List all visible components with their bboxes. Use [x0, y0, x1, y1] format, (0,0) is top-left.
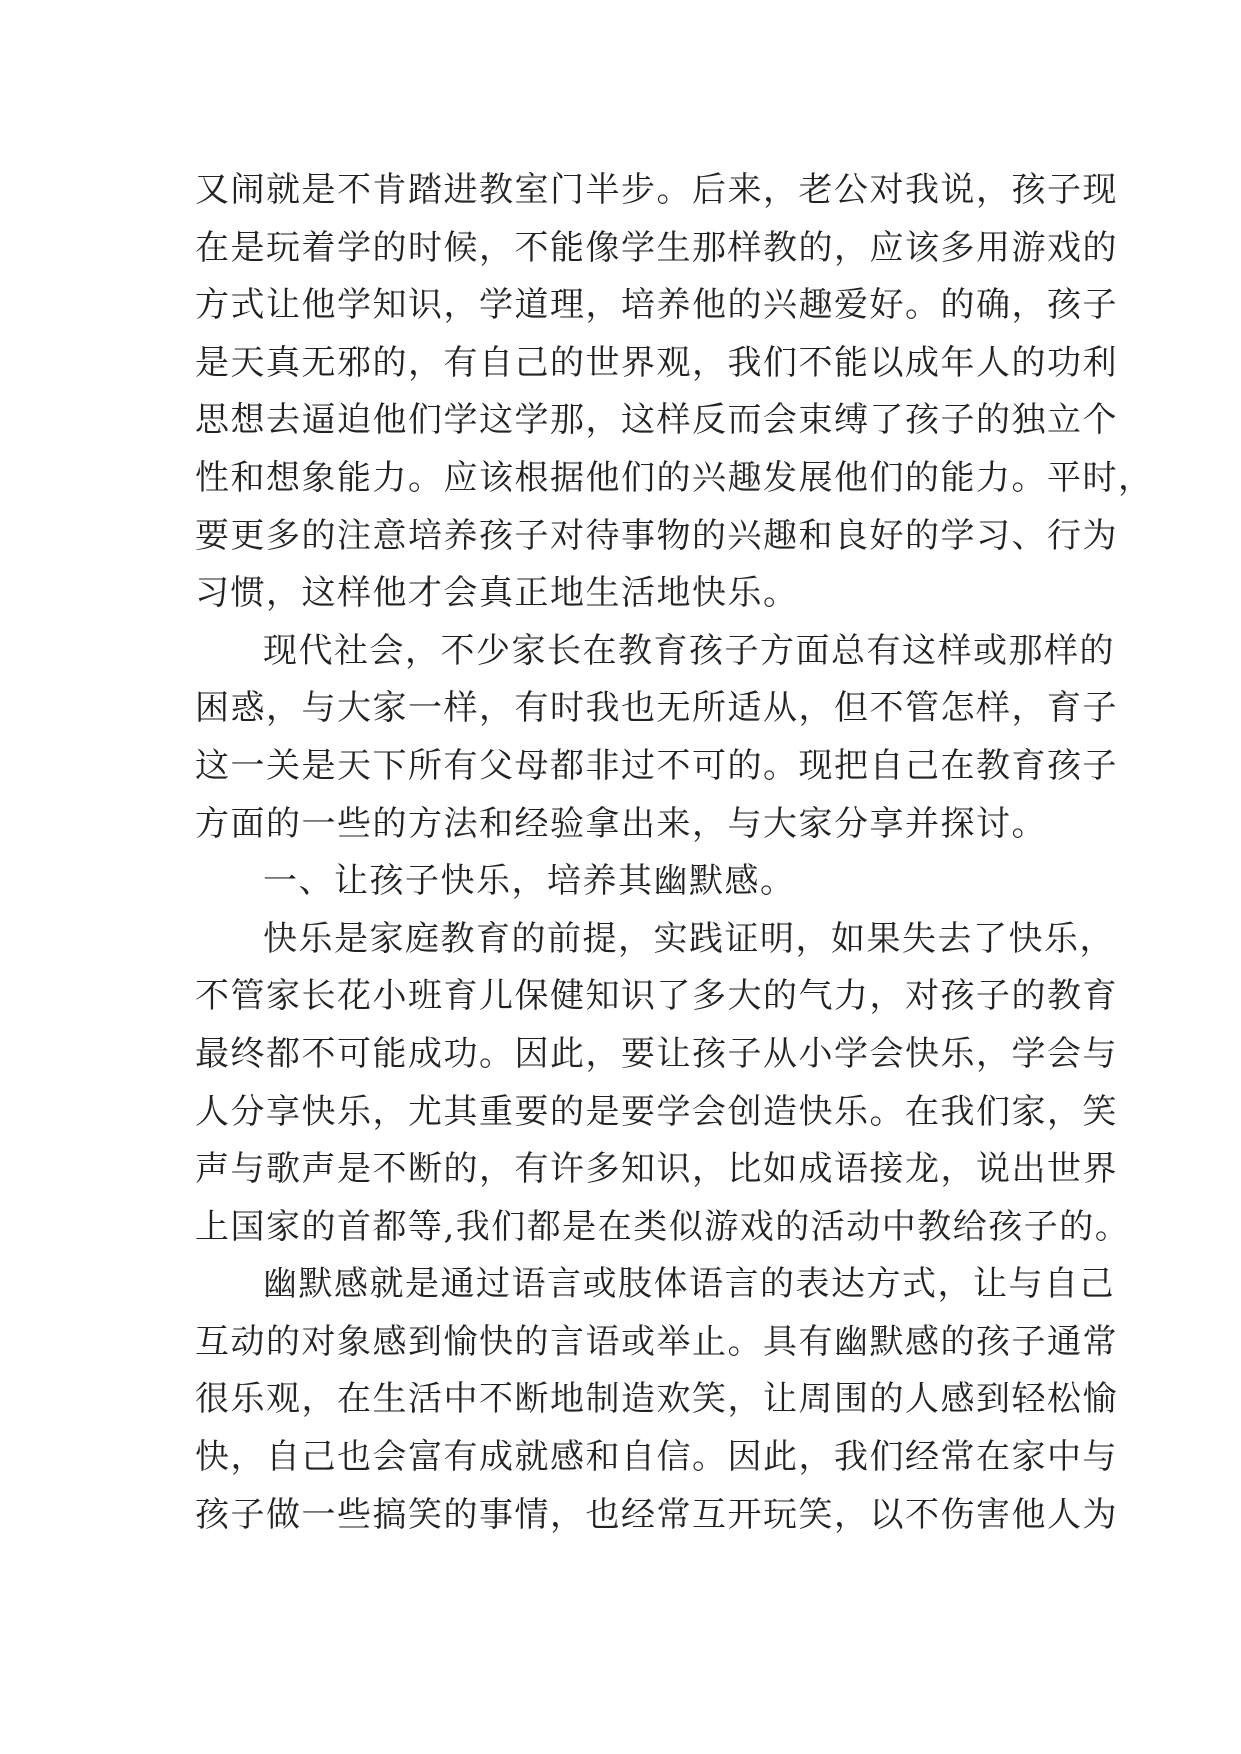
text-line: 很乐观，在生活中不断地制造欢笑，让周围的人感到轻松愉	[195, 1379, 1118, 1420]
text-line: 最终都不可能成功。因此，要让孩子从小学会快乐，学会与	[195, 1033, 1118, 1074]
text-line: 孩子做一些搞笑的事情，也经常互开玩笑，以不伤害他人为	[195, 1494, 1118, 1535]
text-line: 方式让他学知识，学道理，培养他的兴趣爱好。的确，孩子	[195, 285, 1118, 326]
text-line: 在是玩着学的时候，不能像学生那样教的，应该多用游戏的	[195, 227, 1118, 268]
section-heading: 一、让孩子快乐，培养其幽默感。	[263, 861, 796, 902]
text-line: 不管家长花小班育儿保健知识了多大的气力，对孩子的教育	[195, 976, 1118, 1017]
text-line: 又闹就是不肯踏进教室门半步。后来，老公对我说，孩子现	[195, 170, 1118, 210]
text-line: 互动的对象感到愉快的言语或举止。具有幽默感的孩子通常	[195, 1321, 1118, 1362]
text-line: 习惯，这样他才会真正地生活地快乐。	[195, 573, 799, 614]
text-line: 思想去逼迫他们学这学那，这样反而会束缚了孩子的独立个	[195, 400, 1118, 441]
text-line: 困惑，与大家一样，有时我也无所适从，但不管怎样，育子	[195, 688, 1118, 729]
paragraph-start-line: 快乐是家庭教育的前提，实践证明，如果失去了快乐，	[263, 918, 1115, 959]
text-line: 性和想象能力。应该根据他们的兴趣发展他们的能力。平时，	[195, 457, 1154, 498]
text-line: 人分享快乐，尤其重要的是要学会创造快乐。在我们家，笑	[195, 1091, 1118, 1132]
body-text	[195, 162, 1154, 1544]
text-line: 快，自己也会富有成就感和自信。因此，我们经常在家中与	[195, 1437, 1118, 1478]
paragraph-start-line: 现代社会，不少家长在教育孩子方面总有这样或那样的	[263, 630, 1115, 671]
text-line: 方面的一些的方法和经验拿出来，与大家分享并探讨。	[195, 803, 1047, 844]
text-line: 要更多的注意培养孩子对待事物的兴趣和良好的学习、行为	[195, 515, 1118, 556]
text-line: 是天真无邪的，有自己的世界观，我们不能以成年人的功利	[195, 342, 1118, 383]
paragraph-start-line: 幽默感就是通过语言或肢体语言的表达方式，让与自己	[263, 1264, 1115, 1305]
text-line: 声与歌声是不断的，有许多知识，比如成语接龙，说出世界	[195, 1149, 1118, 1190]
text-line: 上国家的首都等,我们都是在类似游戏的活动中教给孩子的。	[195, 1206, 1131, 1247]
text-line: 这一关是天下所有父母都非过不可的。现把自己在教育孩子	[195, 745, 1118, 786]
